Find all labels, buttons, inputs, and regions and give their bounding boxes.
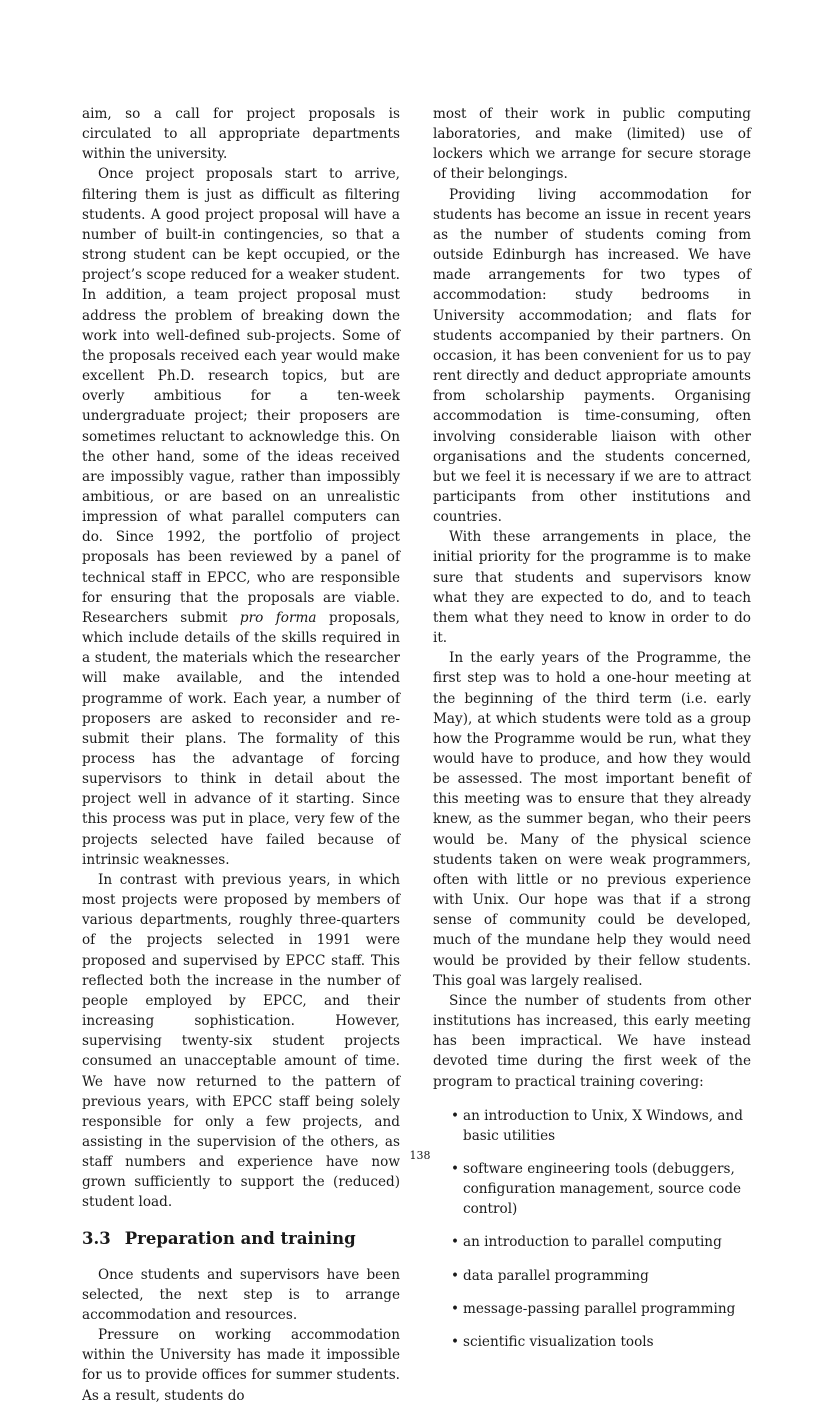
bullet-icon: • [451,1234,460,1251]
body-paragraph: aim, so a call for project proposals is circulated to all appropriate departments within the university. [82,106,400,163]
section-title: Preparation and training [124,1228,356,1248]
body-paragraph: With these arrangements in place, the initial priority for the programme is to make sure that students and supervisors know what they are expected to do, and to teach them what they need to know in order to do it. [433,529,751,647]
body-paragraph: In contrast with previous years, in which most projects were proposed by members of various departments, roughly three-quarters of the projects selected in 1991 were proposed and supervised by EPCC staff. This reflected both the increase in the number of people employed by EPCC, and their increasing sophistication. However, supervising twenty-six student projects consumed an unacceptable amount of time. We have now returned to the pattern of previous years, with EPCC staff being solely responsible for only a few projects, and assisting in the supervision of the others, as staff numbers and experience have now grown sufficiently to support the (reduced) student load. [82,871,400,1211]
bullet-icon: • [451,1267,460,1284]
body-paragraph: Since the number of students from other institutions has increased, this early meeting has been impractical. We have instead devoted time during the first week of the program to practical training covering: [433,992,751,1090]
bullet-icon: • [451,1160,460,1177]
page-number: 138 [409,1149,431,1162]
body-paragraph: most of their work in public computing laboratories, and make (limited) use of lockers which we arrange for secure storage of their belongings. [433,106,751,183]
body-paragraph: Providing living accommodation for students has become an issue in recent years as the number of students coming from outside Edinburgh has increased. We have made arrangements for two types of accommodation: study bedrooms in University accommodation; and flats for students accompanied by their partners. On occasion, it has been convenient for us to pay rent directly and deduct appropriate amounts from scholarship payments. Organising accommodation is time-consuming, often involving considerable liaison with other organisations and the students concerned, but we feel it is necessary if we are to attract participants from other institutions and countries. [433,186,751,526]
left-column [82,104,400,1406]
list-item-text: scientific visualization tools [463,1333,654,1350]
body-paragraph: Once project proposals start to arrive, filtering them is just as difficult as filtering students. A good project proposal will have a number of built-in contingencies, so that a strong student can be kept occupied, or the project’s scope reduced for a weaker student. In addition, a team project proposal must address the problem of breaking down the work into well-defined sub-projects. Some of the proposals received each year would make excellent Ph.D. research topics, but are overly ambitious for a ten-week undergraduate project; their proposers are sometimes reluctant to acknowledge this. On the other hand, some of the ideas received are impossibly vague, rather than impossibly ambitious, or are based on an unrealistic impression of what parallel computers can do. Since 1992, the portfolio of project proposals has been reviewed by a panel of technical staff in EPCC, who are responsible for ensuring that the proposals are viable. Researchers submit pro forma proposals, which include details of the skills required in a student, the materials which the researcher will make available, and the intended programme of work. Each year, a number of proposers are asked to reconsider and re-submit their plans. The formality of this process has the advantage of forcing supervisors to think in detail about the project well in advance of it starting. Since this process was put in place, very few of the projects selected have failed because of intrinsic weaknesses. [82,166,400,868]
bullet-icon: • [451,1300,460,1317]
list-item [451,1106,751,1146]
list-item-text: message-passing parallel programming [463,1300,736,1317]
right-column [433,104,751,1365]
list-item [451,1299,751,1319]
body-paragraph: Pressure on working accommodation within the University has made it impossible for us to provide offices for summer students. As a result, students do [82,1327,400,1404]
body-paragraph: In the early years of the Programme, the first step was to hold a one-hour meeting at the beginning of the third term (i.e. early May), at which students were told as a group how the Programme would be run, what they would have to produce, and how they would be assessed. The most important benefit of this meeting was to ensure that they already knew, as the summer began, who their peers would be. Many of the physical science students taken on were weak programmers, often with little or no previous experience with Unix. Our hope was that if a strong sense of community could be developed, much of the mundane help they would need would be provided by their fellow students. This goal was largely realised. [433,650,751,989]
list-item [451,1332,751,1352]
section-number: 3.3 [82,1228,111,1248]
list-item-text: software engineering tools (debuggers, configuration management, source code control) [463,1160,742,1218]
list-item [451,1266,751,1286]
bullet-icon: • [451,1333,460,1350]
training-topics-list [433,1106,751,1352]
list-item [451,1159,751,1219]
list-item-text: an introduction to parallel computing [463,1234,722,1251]
bullet-icon: • [451,1107,460,1124]
section-heading [82,1228,400,1250]
body-paragraph: Once students and supervisors have been selected, the next step is to arrange accommodation and resources. [82,1266,400,1323]
list-item-text: an introduction to Unix, X Windows, and basic utilities [463,1107,743,1144]
list-item-text: data parallel programming [463,1267,649,1284]
list-item [451,1232,751,1252]
